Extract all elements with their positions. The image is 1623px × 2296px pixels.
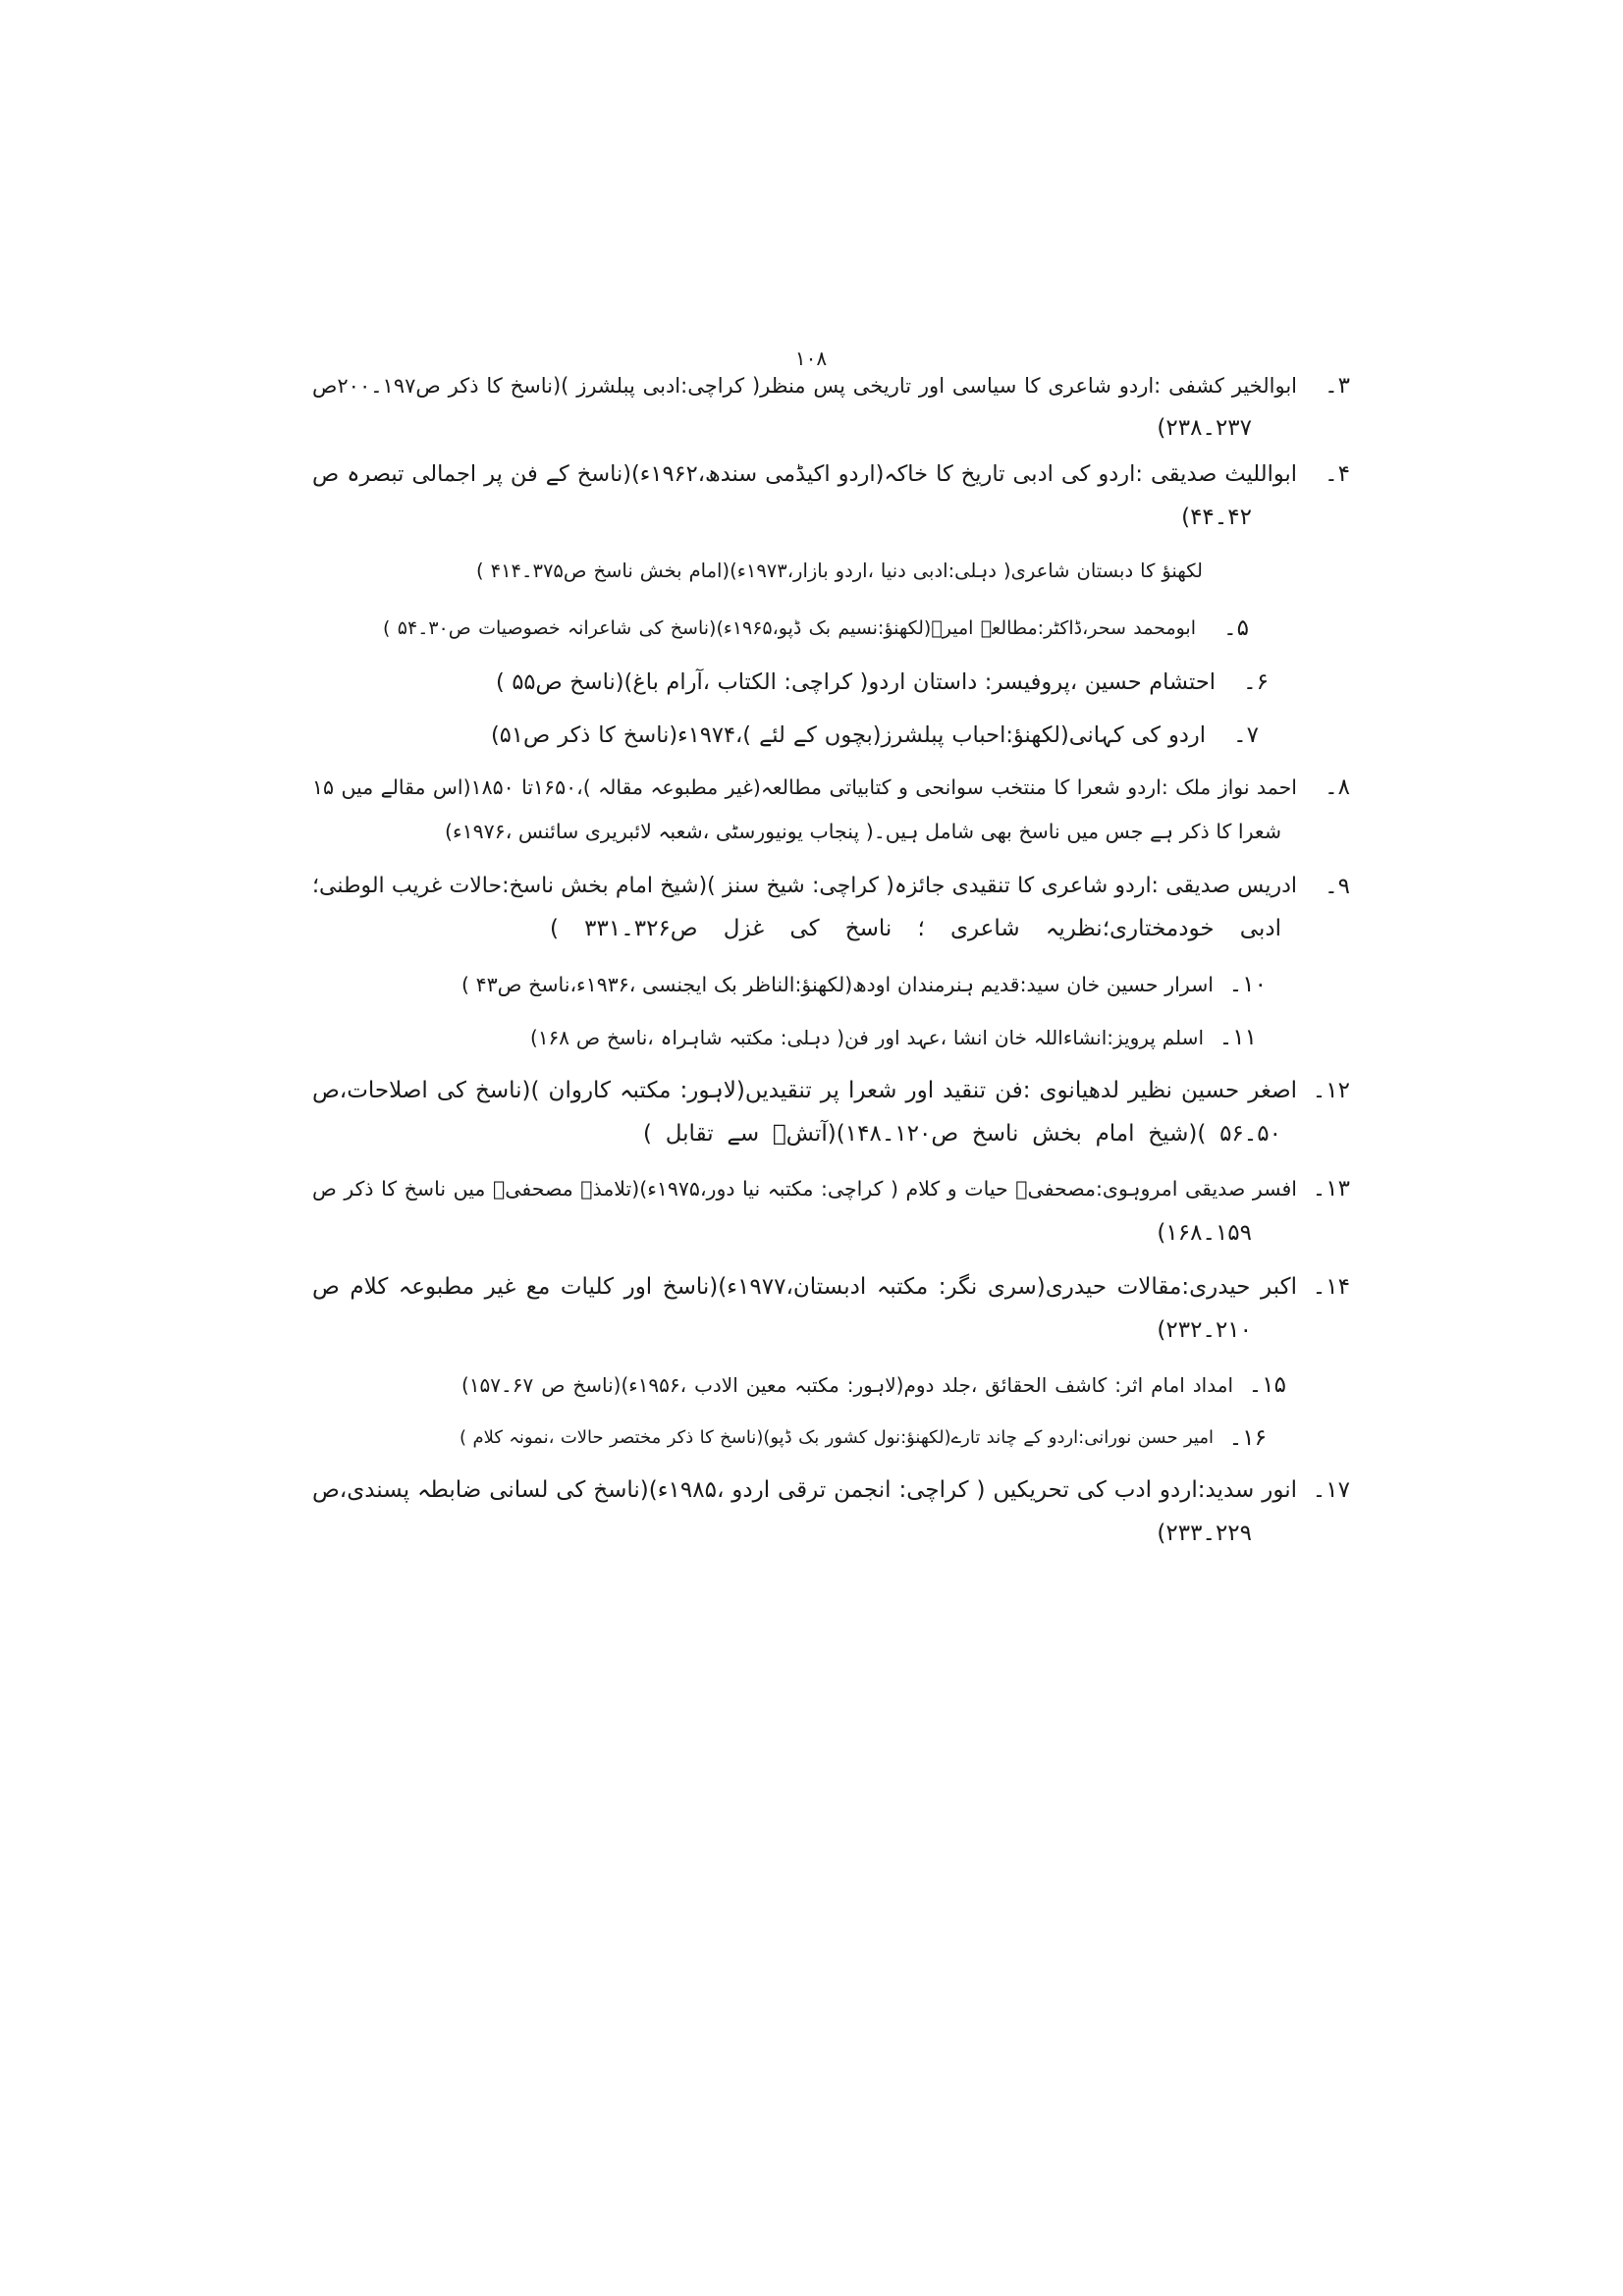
entry-number: ۵۔ bbox=[1223, 615, 1249, 641]
entry-number: ۱۱۔ bbox=[1218, 1025, 1257, 1050]
entry-16-line-1 bbox=[460, 1418, 1267, 1458]
entry-13-line-2: ۱۵۹۔۱۶۸) bbox=[1157, 1220, 1252, 1246]
entry-number: ۱۷۔ bbox=[1312, 1477, 1350, 1503]
entry-number: ۱۲۔ bbox=[1312, 1078, 1350, 1103]
entry-10-line-1 bbox=[461, 965, 1267, 1004]
entry-text: امداد امام اثر: کاشف الحقائق ،جلد دوم(لاہور: مکتبہ معین الادب ،۱۹۵۶ء)(ناسخ ص ۶۷۔۱۵۷) bbox=[461, 1373, 1234, 1397]
entry-number: ۷۔ bbox=[1233, 722, 1259, 748]
entry-text: اسلم پرویز:انشاءاللہ خان انشا ،عہد اور فن( دہلی: مکتبہ شاہراہ ،ناسخ ص ۱۶۸) bbox=[530, 1026, 1204, 1049]
entry-14-line-1 bbox=[312, 1267, 1350, 1307]
entry-text: احمد نواز ملک :اردو شعرا کا منتخب سوانحی و کتابیاتی مطالعہ(غیر مطبوعہ مقالہ )،۱۶۵۰تا ۱۸۵۰(اس مقالے میں ۱۵ bbox=[312, 775, 1297, 799]
entry-text: ادریس صدیقی :اردو شاعری کا تنقیدی جائزہ( کراچی: شیخ سنز )(شیخ امام بخش ناسخ:حالات غریب الوطنی؛ bbox=[312, 874, 1297, 898]
entry-9-line-1 bbox=[312, 867, 1350, 906]
entry-number: ۴۔ bbox=[1325, 461, 1350, 487]
entry-number: ۶۔ bbox=[1243, 669, 1269, 695]
entry-8-line-2: شعرا کا ذکر ہے جس میں ناسخ بھی شامل ہیں۔( پنجاب یونیورسٹی ،شعبہ لائبریری سائنس ،۱۹۷۶ء) bbox=[445, 820, 1281, 843]
entry-13-line-1 bbox=[312, 1169, 1350, 1208]
entry-number: ۱۶۔ bbox=[1228, 1425, 1267, 1451]
entry-number: ۱۴۔ bbox=[1312, 1274, 1350, 1300]
entry-17-line-2: ۲۲۹۔۲۳۳) bbox=[1157, 1521, 1252, 1546]
entry-number: ۸۔ bbox=[1325, 774, 1350, 800]
page-number: ۱۰۸ bbox=[794, 347, 828, 370]
entry-text: ابوالخیر کشفی :اردو شاعری کا سیاسی اور تاریخی پس منظر( کراچی:ادبی پبلشرز )(ناسخ کا ذکر ص۱۹۷۔۲۰۰ص bbox=[312, 374, 1297, 398]
entry-6-line-1 bbox=[496, 663, 1269, 702]
entry-12-line-2: ۵۰۔۵۶ )(شیخ امام بخش ناسخ ص۱۲۰۔۱۴۸)(آتشؔ سے تقابل ) bbox=[643, 1121, 1281, 1147]
entry-text: احتشام حسین ،پروفیسر: داستان اردو( کراچی: الکتاب ،آرام باغ)(ناسخ ص۵۵ ) bbox=[496, 669, 1216, 695]
entry-text: ابومحمد سحر،ڈاکٹر:مطالعہ امیرؔ(لکھنؤ:نسیم بک ڈپو،۱۹۶۵ء)(ناسخ کی شاعرانہ خصوصیات ص۳۰۔۵۴ ) bbox=[383, 617, 1196, 639]
entry-number: ۱۰۔ bbox=[1228, 972, 1267, 997]
entry-text: اسرار حسین خان سید:قدیم ہنرمندان اودھ(لکھنؤ:الناظر بک ایجنسی ،۱۹۳۶ء،ناسخ ص۴۳ ) bbox=[461, 973, 1214, 996]
entry-text: اصغر حسین نظیر لدھیانوی :فن تنقید اور شعرا پر تنقیدیں(لاہور: مکتبہ کاروان )(ناسخ کی اصلاحات،ص bbox=[312, 1078, 1297, 1103]
entry-3-line-1 bbox=[312, 366, 1350, 405]
entry-14-line-2: ۲۱۰۔۲۳۲) bbox=[1157, 1317, 1252, 1343]
entry-number: ۹۔ bbox=[1325, 874, 1350, 899]
entry-17-line-1 bbox=[312, 1470, 1350, 1510]
entry-text: ابواللیث صدیقی :اردو کی ادبی تاریخ کا خاکہ(اردو اکیڈمی سندھ،۱۹۶۲ء)(ناسخ کے فن پر اجمالی تبصرہ ص bbox=[312, 461, 1297, 487]
entry-4-line-3: لکھنؤ کا دبستان شاعری( دہلی:ادبی دنیا ،اردو بازار،۱۹۷۳ء)(امام بخش ناسخ ص۳۷۵۔۴۱۴ ) bbox=[476, 560, 1203, 582]
entry-11-line-1 bbox=[530, 1018, 1257, 1057]
entry-9-line-2: ادبی خودمختاری؛نظریہ شاعری ؛ ناسخ کی غزل ص۳۲۶۔۳۳۱ ) bbox=[550, 916, 1281, 941]
entry-text: افسر صدیقی امروہوی:مصحفیؔ حیات و کلام ( کراچی: مکتبہ نیا دور،۱۹۷۵ء)(تلامذہ مصحفیؔ میں ناسخ کا ذکر ص bbox=[312, 1177, 1297, 1201]
entry-number: ۱۳۔ bbox=[1312, 1176, 1350, 1201]
entry-3-line-2: ۲۳۷۔۲۳۸) bbox=[1157, 415, 1252, 441]
entry-text: اردو کی کہانی(لکھنؤ:احباب پبلشرز(بچوں کے لئے )،۱۹۷۴ء(ناسخ کا ذکر ص۵۱) bbox=[491, 722, 1206, 748]
entry-text: انور سدید:اردو ادب کی تحریکیں ( کراچی: انجمن ترقی اردو ،۱۹۸۵ء)(ناسخ کی لسانی ضابطہ پسندی،ص bbox=[312, 1477, 1297, 1503]
entry-4-line-2: ۴۲۔۴۴) bbox=[1181, 505, 1252, 530]
entry-text: امیر حسن نورانی:اردو کے چاند تارے(لکھنؤ:نول کشور بک ڈپو)(ناسخ کا ذکر مختصر حالات ،نمونہ کلام ) bbox=[460, 1427, 1214, 1448]
entry-text: اکبر حیدری:مقالات حیدری(سری نگر: مکتبہ ادبستان،۱۹۷۷ء)(ناسخ اور کلیات مع غیر مطبوعہ کلام ص bbox=[312, 1274, 1297, 1300]
entry-4-line-1 bbox=[312, 454, 1350, 494]
entry-number: ۳۔ bbox=[1325, 373, 1350, 399]
entry-5-line-1 bbox=[383, 609, 1249, 648]
entry-7-line-1 bbox=[491, 716, 1259, 755]
entry-12-line-1 bbox=[312, 1071, 1350, 1110]
entry-number: ۱۵۔ bbox=[1248, 1372, 1286, 1398]
entry-8-line-1 bbox=[312, 768, 1350, 807]
entry-15-line-1 bbox=[461, 1365, 1286, 1405]
